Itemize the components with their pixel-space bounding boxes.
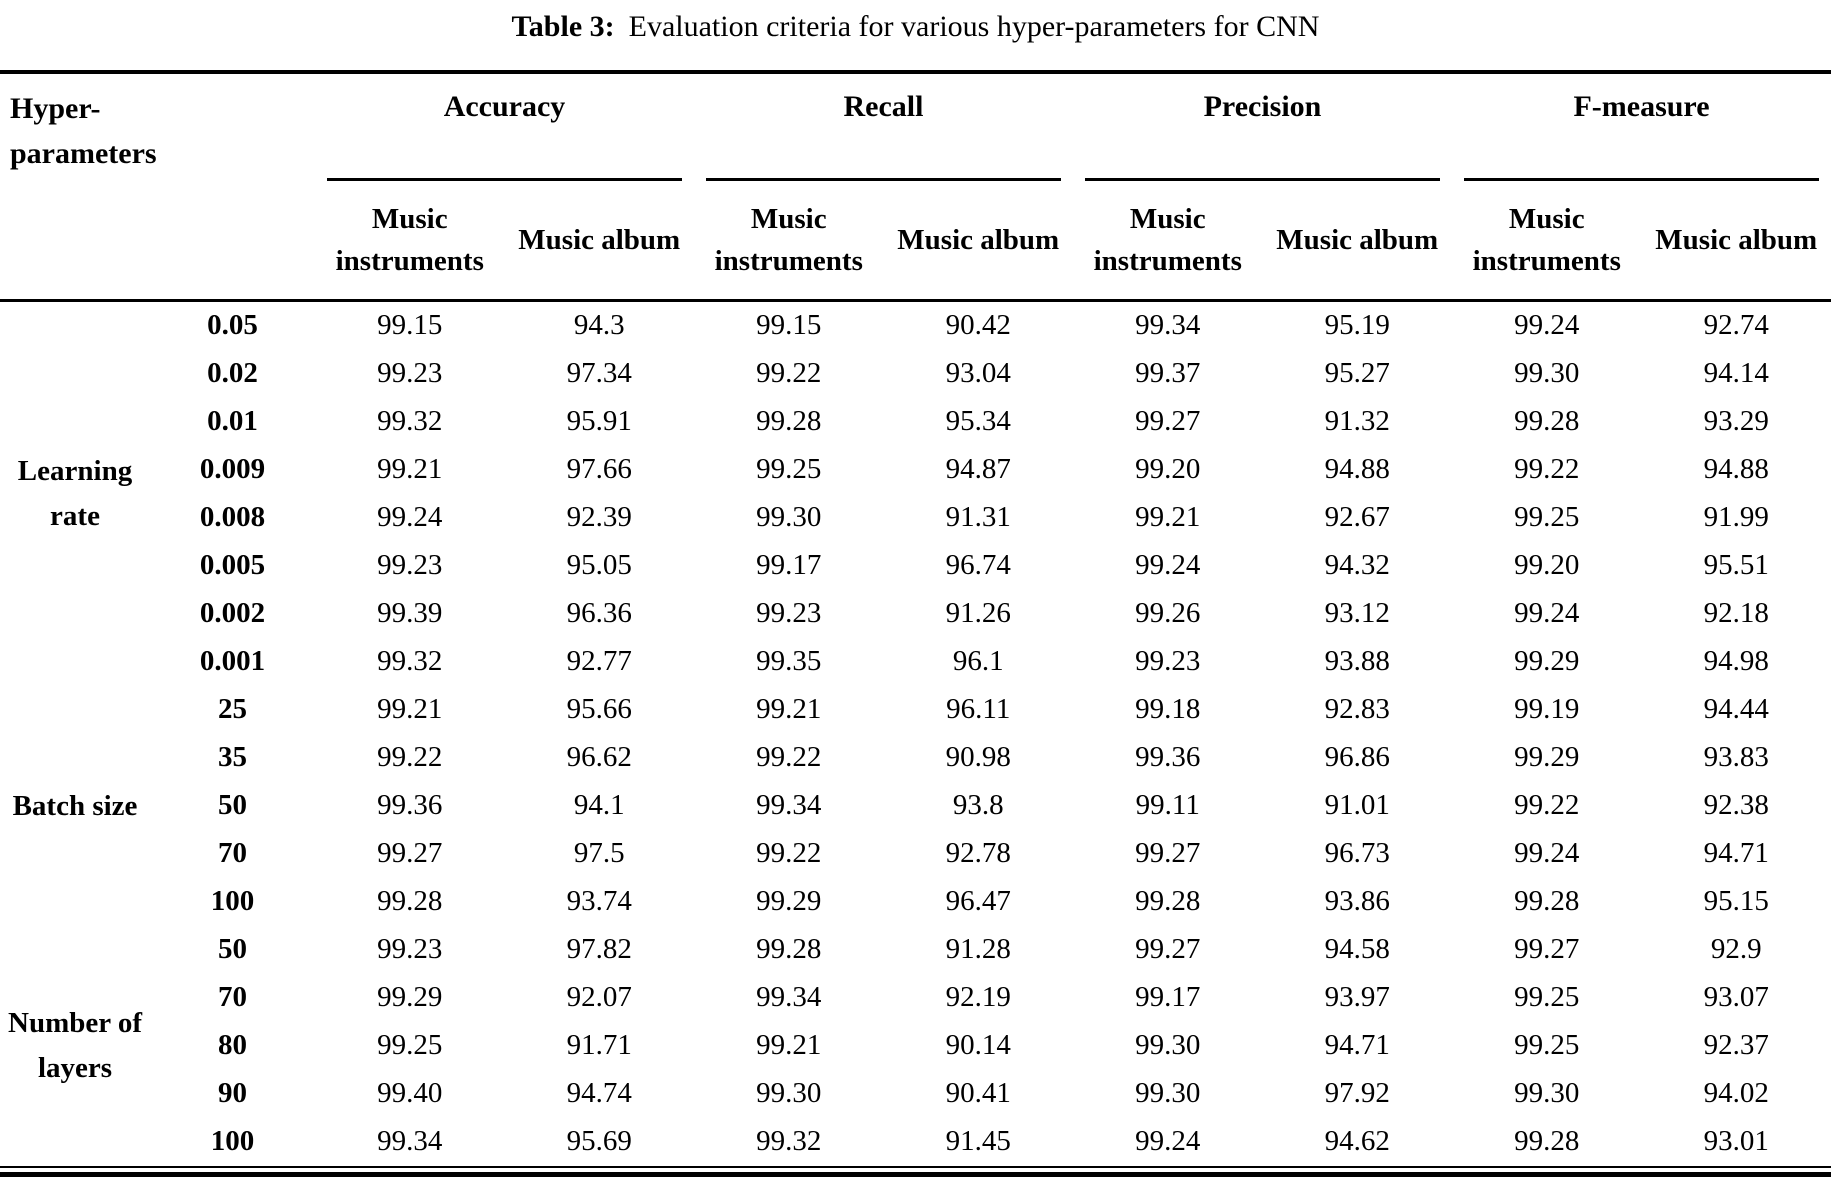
table-row: [0, 878, 1831, 926]
data-cell: 99.27: [377, 837, 443, 870]
data-cell: 92.18: [1703, 597, 1769, 630]
sub-header-accuracy-music-album: Music album: [505, 181, 695, 301]
data-cell: 91.45: [945, 1125, 1011, 1158]
data-cell: 94.02: [1703, 1077, 1769, 1110]
data-cell: 91.01: [1324, 789, 1390, 822]
data-cell: 99.28: [756, 405, 822, 438]
table-row: [0, 1118, 1831, 1167]
param-value-cell: 0.009: [199, 453, 266, 486]
data-cell: 99.34: [756, 789, 822, 822]
data-cell: 99.27: [1135, 837, 1201, 870]
sub-header-fmeasure-music-album: Music album: [1642, 181, 1831, 301]
data-cell: 90.98: [945, 741, 1011, 774]
data-cell: 99.25: [1514, 501, 1580, 534]
param-value-cell: 50: [218, 933, 247, 966]
data-cell: 99.29: [1514, 741, 1580, 774]
data-cell: 99.30: [1514, 357, 1580, 390]
data-cell: 97.5: [573, 837, 625, 870]
data-cell: 99.37: [1135, 357, 1201, 390]
table-row: [0, 1022, 1831, 1070]
data-cell: 92.37: [1703, 1029, 1769, 1062]
sub-header-fmeasure-music-instruments: Music instruments: [1452, 181, 1642, 301]
sub-header-precision-music-album: Music album: [1263, 181, 1453, 301]
data-cell: 99.23: [377, 933, 443, 966]
measure-header-fmeasure: F-measure: [1452, 72, 1831, 181]
data-cell: 93.88: [1324, 645, 1390, 678]
table-row: [0, 542, 1831, 590]
data-cell: 92.67: [1324, 501, 1390, 534]
data-cell: 90.14: [945, 1029, 1011, 1062]
data-cell: 94.62: [1324, 1125, 1390, 1158]
param-value-cell: 50: [218, 789, 247, 822]
data-cell: 99.24: [1135, 1125, 1201, 1158]
data-cell: 99.30: [1135, 1029, 1201, 1062]
data-cell: 93.8: [952, 789, 1004, 822]
evaluation-table: [0, 70, 1831, 1168]
data-cell: 99.34: [756, 981, 822, 1014]
table-row: [0, 974, 1831, 1022]
data-cell: 99.25: [377, 1029, 443, 1062]
data-cell: 99.34: [377, 1125, 443, 1158]
table-caption: [0, 0, 1831, 44]
table-row: [0, 734, 1831, 782]
data-cell: 99.17: [756, 549, 822, 582]
table-caption-text: Evaluation criteria for various hyper-parameters for CNN: [628, 10, 1320, 43]
data-cell: 93.07: [1703, 981, 1769, 1014]
data-cell: 99.22: [756, 837, 822, 870]
data-cell: 99.24: [377, 501, 443, 534]
data-cell: 99.24: [1514, 837, 1580, 870]
data-cell: 97.66: [566, 453, 632, 486]
data-cell: 99.30: [1514, 1077, 1580, 1110]
table-row: [0, 1070, 1831, 1118]
data-cell: 94.58: [1324, 933, 1390, 966]
param-value-cell: 70: [218, 837, 247, 870]
data-cell: 99.21: [756, 1029, 822, 1062]
data-cell: 94.71: [1703, 837, 1769, 870]
data-cell: 99.22: [1514, 453, 1580, 486]
data-cell: 99.39: [377, 597, 443, 630]
table-row: [0, 686, 1831, 734]
data-cell: 95.66: [566, 693, 632, 726]
data-cell: 99.23: [377, 357, 443, 390]
data-cell: 93.74: [566, 885, 632, 918]
data-cell: 99.22: [377, 741, 443, 774]
data-cell: 94.1: [573, 789, 625, 822]
data-cell: 91.71: [566, 1029, 632, 1062]
param-value-cell: 100: [210, 1125, 255, 1158]
table-row: [0, 301, 1831, 351]
data-cell: 99.32: [377, 645, 443, 678]
table-row: [0, 926, 1831, 974]
data-cell: 99.15: [756, 309, 822, 342]
data-cell: 99.29: [377, 981, 443, 1014]
group-label-text: Learning rate: [17, 455, 133, 532]
data-cell: 94.98: [1703, 645, 1769, 678]
table-row: [0, 398, 1831, 446]
data-cell: 96.74: [945, 549, 1011, 582]
data-cell: 99.40: [377, 1077, 443, 1110]
data-cell: 92.39: [566, 501, 632, 534]
data-cell: 94.32: [1324, 549, 1390, 582]
data-cell: 99.28: [756, 933, 822, 966]
data-cell: 99.32: [377, 405, 443, 438]
sub-header-accuracy-music-instruments: Music instruments: [315, 181, 505, 301]
data-cell: 94.87: [945, 453, 1011, 486]
param-value-cell: 0.01: [207, 405, 258, 438]
data-cell: 90.42: [945, 309, 1011, 342]
data-cell: 97.92: [1324, 1077, 1390, 1110]
data-cell: 95.51: [1703, 549, 1769, 582]
data-cell: 92.83: [1324, 693, 1390, 726]
data-cell: 99.25: [756, 453, 822, 486]
data-cell: 99.28: [1514, 1125, 1580, 1158]
data-cell: 99.21: [756, 693, 822, 726]
table-row: [0, 830, 1831, 878]
data-cell: 99.19: [1514, 693, 1580, 726]
data-cell: 92.9: [1710, 933, 1762, 966]
data-cell: 96.36: [566, 597, 632, 630]
data-cell: 94.88: [1703, 453, 1769, 486]
data-cell: 96.86: [1324, 741, 1390, 774]
bottom-rule: [0, 1172, 1831, 1177]
table-header: [0, 72, 1831, 301]
table-row: [0, 590, 1831, 638]
group-label-batch-size: [0, 686, 150, 926]
data-cell: 94.74: [566, 1077, 632, 1110]
data-cell: 99.11: [1135, 789, 1200, 822]
table-row: [0, 494, 1831, 542]
param-value-cell: 100: [210, 885, 255, 918]
data-cell: 99.21: [1135, 501, 1201, 534]
data-cell: 99.24: [1514, 309, 1580, 342]
data-cell: 99.24: [1135, 549, 1201, 582]
data-cell: 99.17: [1135, 981, 1201, 1014]
data-cell: 90.41: [945, 1077, 1011, 1110]
data-cell: 99.30: [756, 1077, 822, 1110]
data-cell: 95.27: [1324, 357, 1390, 390]
data-cell: 93.12: [1324, 597, 1390, 630]
param-value-cell: 0.002: [199, 597, 266, 630]
data-cell: 99.28: [1135, 885, 1201, 918]
data-cell: 96.47: [945, 885, 1011, 918]
data-cell: 99.29: [1514, 645, 1580, 678]
data-cell: 93.83: [1703, 741, 1769, 774]
data-cell: 93.04: [945, 357, 1011, 390]
data-cell: 99.23: [377, 549, 443, 582]
data-cell: 99.25: [1514, 981, 1580, 1014]
data-cell: 94.88: [1324, 453, 1390, 486]
data-cell: 94.14: [1703, 357, 1769, 390]
data-cell: 99.24: [1514, 597, 1580, 630]
data-cell: 95.19: [1324, 309, 1390, 342]
table-body: [0, 301, 1831, 1168]
data-cell: 92.19: [945, 981, 1011, 1014]
sub-header-recall-music-instruments: Music instruments: [694, 181, 884, 301]
data-cell: 95.15: [1703, 885, 1769, 918]
group-label-learning-rate: [0, 301, 150, 687]
data-cell: 99.30: [756, 501, 822, 534]
data-cell: 95.69: [566, 1125, 632, 1158]
group-label-number-of-layers: [0, 926, 150, 1167]
data-cell: 99.30: [1135, 1077, 1201, 1110]
measure-header-recall: Recall: [694, 72, 1073, 181]
param-value-cell: 90: [218, 1077, 247, 1110]
measure-header-row: [0, 72, 1831, 181]
data-cell: 99.22: [1514, 789, 1580, 822]
param-value-cell: 0.005: [199, 549, 266, 582]
data-cell: 92.74: [1703, 309, 1769, 342]
data-cell: 99.20: [1135, 453, 1201, 486]
data-cell: 97.34: [566, 357, 632, 390]
sub-header-recall-music-album: Music album: [884, 181, 1074, 301]
table-row: [0, 350, 1831, 398]
data-cell: 96.11: [946, 693, 1011, 726]
data-cell: 96.73: [1324, 837, 1390, 870]
data-cell: 99.25: [1514, 1029, 1580, 1062]
data-cell: 99.22: [756, 357, 822, 390]
data-cell: 92.78: [945, 837, 1011, 870]
hyper-parameters-label: Hyper-parameters: [10, 92, 157, 170]
data-cell: 94.3: [573, 309, 625, 342]
data-cell: 93.97: [1324, 981, 1390, 1014]
table-row: [0, 782, 1831, 830]
data-cell: 95.05: [566, 549, 632, 582]
data-cell: 99.20: [1514, 549, 1580, 582]
data-cell: 99.18: [1135, 693, 1201, 726]
data-cell: 91.26: [945, 597, 1011, 630]
data-cell: 93.86: [1324, 885, 1390, 918]
data-cell: 95.91: [566, 405, 632, 438]
table-row: [0, 446, 1831, 494]
data-cell: 92.77: [566, 645, 632, 678]
measure-header-precision: Precision: [1073, 72, 1452, 181]
data-cell: 99.23: [756, 597, 822, 630]
data-cell: 99.27: [1514, 933, 1580, 966]
data-cell: 99.28: [1514, 405, 1580, 438]
data-cell: 94.71: [1324, 1029, 1390, 1062]
data-cell: 99.32: [756, 1125, 822, 1158]
data-cell: 99.36: [1135, 741, 1201, 774]
data-cell: 99.22: [756, 741, 822, 774]
param-value-cell: 70: [218, 981, 247, 1014]
param-value-cell: 80: [218, 1029, 247, 1062]
table-caption-label: Table 3:: [511, 10, 615, 43]
data-cell: 99.26: [1135, 597, 1201, 630]
data-cell: 92.07: [566, 981, 632, 1014]
data-cell: 99.15: [377, 309, 443, 342]
data-cell: 99.36: [377, 789, 443, 822]
measure-header-accuracy: Accuracy: [315, 72, 694, 181]
data-cell: 92.38: [1703, 789, 1769, 822]
data-cell: 94.44: [1703, 693, 1769, 726]
table-row: [0, 638, 1831, 686]
data-cell: 99.21: [377, 693, 443, 726]
group-label-text: Number of layers: [8, 1007, 142, 1084]
data-cell: 93.01: [1703, 1125, 1769, 1158]
param-value-cell: 35: [218, 741, 247, 774]
data-cell: 99.27: [1135, 933, 1201, 966]
data-cell: 99.34: [1135, 309, 1201, 342]
param-value-cell: 0.001: [199, 645, 266, 678]
data-cell: 91.99: [1703, 501, 1769, 534]
data-cell: 99.23: [1135, 645, 1201, 678]
data-cell: 91.32: [1324, 405, 1390, 438]
group-label-text: Batch size: [12, 789, 138, 822]
data-cell: 99.29: [756, 885, 822, 918]
param-value-cell: 25: [218, 693, 247, 726]
sub-header-precision-music-instruments: Music instruments: [1073, 181, 1263, 301]
data-cell: 99.28: [377, 885, 443, 918]
param-value-cell: 0.02: [207, 357, 258, 390]
data-cell: 96.62: [566, 741, 632, 774]
param-value-cell: 0.008: [199, 501, 266, 534]
hyper-parameters-header: [0, 72, 315, 301]
data-cell: 91.28: [945, 933, 1011, 966]
data-cell: 97.82: [566, 933, 632, 966]
data-cell: 99.28: [1514, 885, 1580, 918]
param-value-cell: 0.05: [207, 309, 258, 342]
data-cell: 96.1: [952, 645, 1004, 678]
data-cell: 99.21: [377, 453, 443, 486]
data-cell: 93.29: [1703, 405, 1769, 438]
data-cell: 95.34: [945, 405, 1011, 438]
data-cell: 99.27: [1135, 405, 1201, 438]
data-cell: 91.31: [945, 501, 1011, 534]
data-cell: 99.35: [756, 645, 822, 678]
